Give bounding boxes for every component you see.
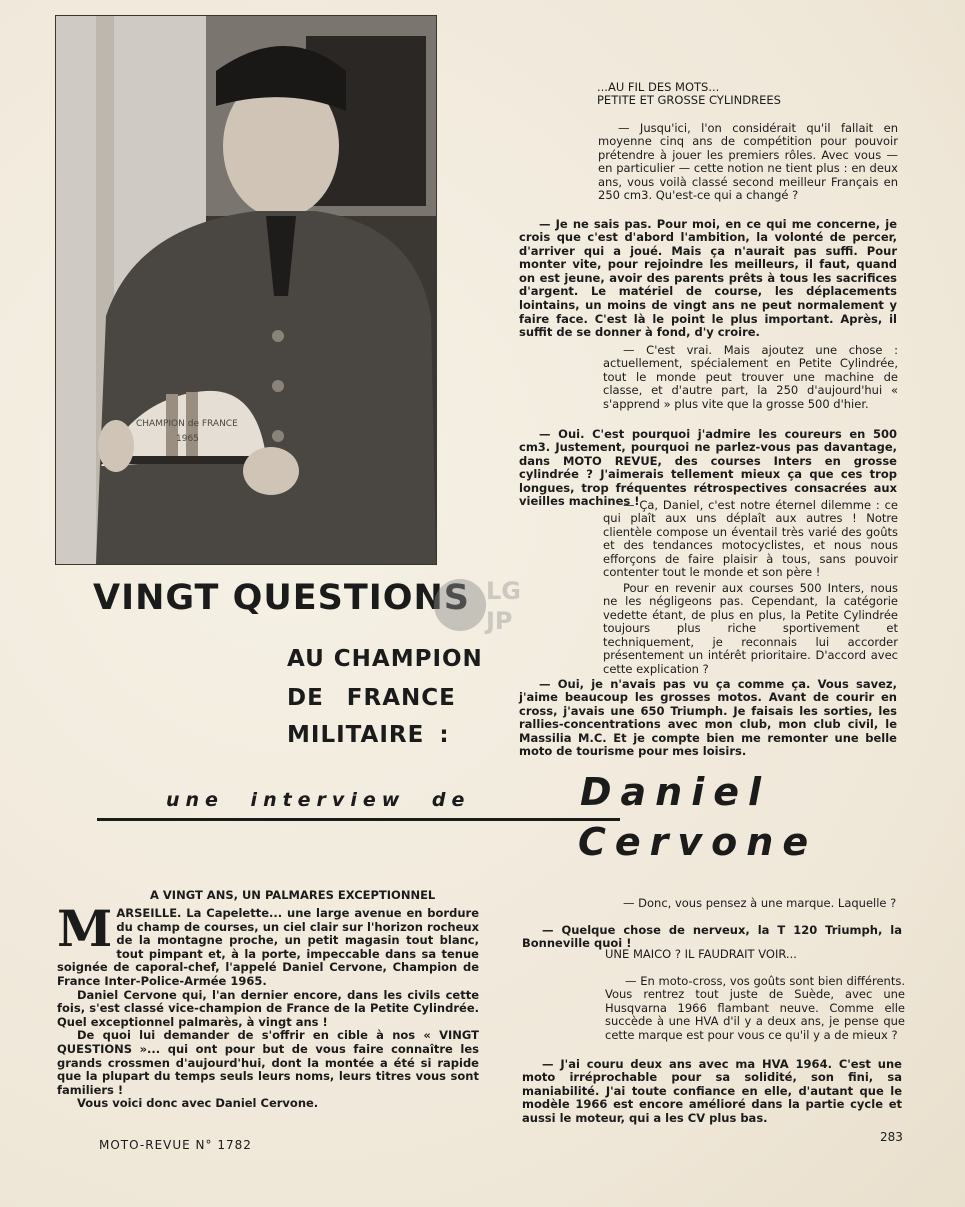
watermark-top: LG: [486, 577, 521, 605]
watermark-logo: [430, 565, 540, 645]
headline-sub-1: AU CHAMPION: [287, 646, 483, 672]
question-3b: Pour en revenir aux courses 500 Inters, nous ne les négligeons pas. Cependant, la catégorie vedette étant, de plus en plus, la Petite Cylindrée toujours plus riche sportivement et techniquement, je reconnais lui accorder présentement un intérêt prioritaire. D'accord avec cette explication ?: [603, 580, 898, 677]
intro-paragraph-1-text: ARSEILLE. La Capelette... une large avenue en bordure du champ de courses, un ciel clair sur l'horizon rocheux de la montagne proche, un petit magasin tout blanc, tout pimpant et, à la porte, impeccable dans sa tenue soignée de caporal-chef, l'appelé Daniel Cervone, Champion de France Inter-Police-Armée 1965.: [57, 906, 479, 988]
intro-paragraph-2: Daniel Cervone qui, l'an dernier encore, dans les civils cette fois, s'est classé vice-champion de France de la Petite Cylindrée. Quel exceptionnel palmarès, à vingt ans !: [57, 987, 479, 1029]
answer-4: — Quelque chose de nerveux, la T 120 Triumph, la Bonneville quoi !: [522, 922, 902, 951]
left-section-title: A VINGT ANS, UN PALMARES EXCEPTIONNEL: [150, 888, 436, 902]
question-3a: — Ça, Daniel, c'est notre éternel dilemme : ce qui plaît aux uns déplaît aux autres ! Notre clientèle compose un éventail très varié des goûts et des tendances motocyclistes, et nous nous efforçons de faire plaisir à tous, sans pouvoir contenter tout le monde et son père !: [603, 497, 898, 580]
helmet-label: CHAMPION de FRANCE: [136, 419, 238, 429]
drop-cap: M: [57, 899, 113, 958]
section-kicker: ...AU FIL DES MOTS...: [597, 80, 720, 94]
headline-sub-3: MILITAIRE :: [287, 722, 450, 748]
watermark-bottom: JP: [486, 607, 513, 635]
interviewee-last-name: Cervone: [578, 820, 818, 864]
section-heading: PETITE ET GROSSE CYLINDREES: [597, 93, 781, 107]
question-1: — Jusqu'ici, l'on considérait qu'il fallait en moyenne cinq ans de compétition pour pouvoir prétendre à jouer les premiers rôles. Avec vous — en particulier — cette notion ne tient plus : en deux ans, vous voilà classé second meilleur Français en 250 cm3. Qu'est-ce qui a changé ?: [598, 120, 898, 203]
helmet-year: 1965: [176, 434, 199, 444]
answer-2: — Oui. C'est pourquoi j'admire les coureurs en 500 cm3. Justement, pourquoi ne parlez-vous pas davantage, dans MOTO REVUE, des courses Inters en grosse cylindrée ? J'aimerais tellement mieux ça que ces trop longues, trop fréquentes rétrospectives consacrées aux vieilles machines !: [519, 426, 897, 509]
intro-paragraph-1: [57, 899, 479, 989]
interviewee-first-name: Daniel: [580, 770, 771, 814]
answer-1: — Je ne sais pas. Pour moi, en ce qui me concerne, je crois que c'est d'abord l'ambition, la volonté de percer, d'arriver qui a joué. Mais ça n'aurait pas suffi. Pour monter vite, pour rejoindre les meilleurs, il faut, quand on est jeune, avoir des parents prêts à tous les sacrifices d'argent. Le matériel de course, les déplacements lointains, un moins de vingt ans ne peut normalement y faire face. C'est là le point le plus important. Après, il suffit de se donner à fond, d'y croire.: [519, 216, 897, 340]
answer-3: — Oui, je n'avais pas vu ça comme ça. Vous savez, j'aime beaucoup les grosses motos. Avant de courir en cross, j'avais une 650 Triumph. Je faisais les sorties, les rallies-concentrations avec mon club, mon club civil, le Massilia M.C. Et je compte bien me remonter une belle moto de tourisme pour mes loisirs.: [519, 676, 897, 759]
byline: une interview de: [166, 789, 471, 811]
subheading-maico: UNE MAICO ? IL FAUDRAIT VOIR...: [605, 947, 797, 961]
intro-paragraph-3: De quoi lui demander de s'offrir en cible à nos « VINGT QUESTIONS »... qui ont pour but de vous faire connaître les grands crossmen d'aujourd'hui, dont la montée a été si rapide que la plupart du temps seuls leurs noms, leurs titres vous sont familiers !: [57, 1028, 479, 1097]
question-4: — Donc, vous pensez à une marque. Laquelle ?: [623, 895, 897, 910]
headline-title: VINGT QUESTIONS: [93, 578, 471, 618]
headline-sub-2: DE FRANCE: [287, 685, 456, 711]
intro-paragraph-4: Vous voici donc avec Daniel Cervone.: [77, 1096, 319, 1111]
magazine-issue: MOTO-REVUE N° 1782: [99, 1138, 252, 1152]
question-5: — En moto-cross, vos goûts sont bien différents. Vous rentrez tout juste de Suède, avec une Husqvarna 1966 flambant neuve. Comme elle succède à une HVA d'il y a deux ans, je pense que cette marque est pour vous ce qu'il y a de mieux ?: [605, 973, 905, 1042]
answer-5: — J'ai couru deux ans avec ma HVA 1964. C'est une moto irréprochable pour sa solidité, son fini, sa maniabilité. J'ai toute confiance en elle, d'autant que le modèle 1966 est encore amélioré dans la partie cycle et aussi le moteur, qui a les CV plus bas.: [522, 1056, 902, 1125]
intro-column: [57, 899, 479, 1111]
divider-rule: [97, 818, 620, 821]
page-number: 283: [880, 1130, 903, 1144]
question-2: — C'est vrai. Mais ajoutez une chose : actuellement, spécialement en Petite Cylindrée, tout le monde peut trouver une machine de classe, et d'autre part, la 250 d'aujourd'hui « s'apprend » plus vite que la grosse 500 d'hier.: [603, 342, 898, 411]
portrait-photo: [55, 15, 437, 565]
right-section-heading: [597, 81, 781, 107]
